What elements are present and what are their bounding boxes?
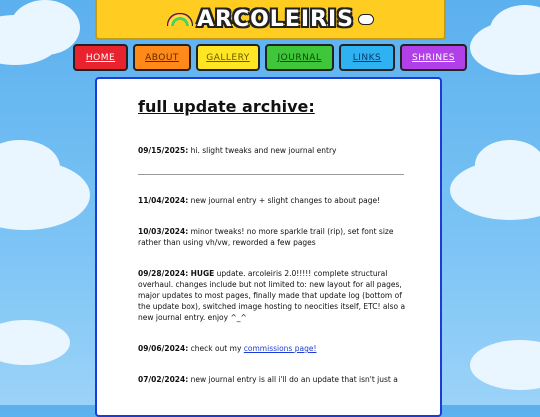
entry-highlight: HUGE <box>190 269 215 278</box>
cloud <box>10 0 80 55</box>
nav-about[interactable]: ABOUT <box>133 44 191 71</box>
entry-date: 09/06/2024: <box>138 344 189 353</box>
main-nav <box>73 44 467 71</box>
update-entry <box>138 268 408 323</box>
cloud <box>0 320 70 365</box>
content-panel <box>95 77 442 417</box>
page-title: full update archive: <box>138 97 315 116</box>
entry-text: new journal entry + slight changes to about page! <box>190 196 381 205</box>
logo-text: ARCOLEIRIS <box>196 6 355 32</box>
entry-date: 11/04/2024: <box>138 196 189 205</box>
nav-shrines[interactable]: SHRINES <box>400 44 467 71</box>
rainbow-icon <box>167 13 193 26</box>
site-header <box>95 0 446 40</box>
nav-home[interactable]: HOME <box>73 44 128 71</box>
update-log <box>138 145 408 385</box>
update-entry <box>138 226 408 248</box>
update-entry <box>138 374 408 385</box>
entry-text: new journal entry is all i'll do an update that isn't just a <box>190 375 398 384</box>
divider <box>138 174 404 175</box>
entry-date: 07/02/2024: <box>138 375 189 384</box>
update-entry <box>138 195 408 206</box>
entry-text: hi. slight tweaks and new journal entry <box>190 146 337 155</box>
nav-links[interactable]: LINKS <box>339 44 395 71</box>
entry-text: minor tweaks! no more sparkle trail (rip), set font size rather than using vh/vw, reworded a few pages <box>138 227 394 247</box>
entry-date: 09/28/2024: <box>138 269 189 278</box>
commissions-link[interactable]: commissions page! <box>243 344 317 353</box>
nav-journal[interactable]: JOURNAL <box>265 44 334 71</box>
site-logo[interactable] <box>167 7 374 32</box>
update-entry <box>138 343 408 354</box>
nav-gallery[interactable]: GALLERY <box>196 44 260 71</box>
entry-date: 10/03/2024: <box>138 227 189 236</box>
cloud-icon <box>358 14 374 25</box>
update-entry <box>138 145 408 156</box>
entry-date: 09/15/2025: <box>138 146 189 155</box>
entry-text: update. arcoleiris 2.0!!!!! complete structural overhaul. changes include but not limited to: new layout for all pages, major updates to most pages, finally made that update log (bottom of the update box), switched image hosting to neocities itself, ETC! also a new journal entry. enjoy ^_^ <box>138 269 406 322</box>
entry-text: check out my <box>190 344 242 353</box>
cloud <box>470 340 540 390</box>
cloud <box>475 140 540 190</box>
